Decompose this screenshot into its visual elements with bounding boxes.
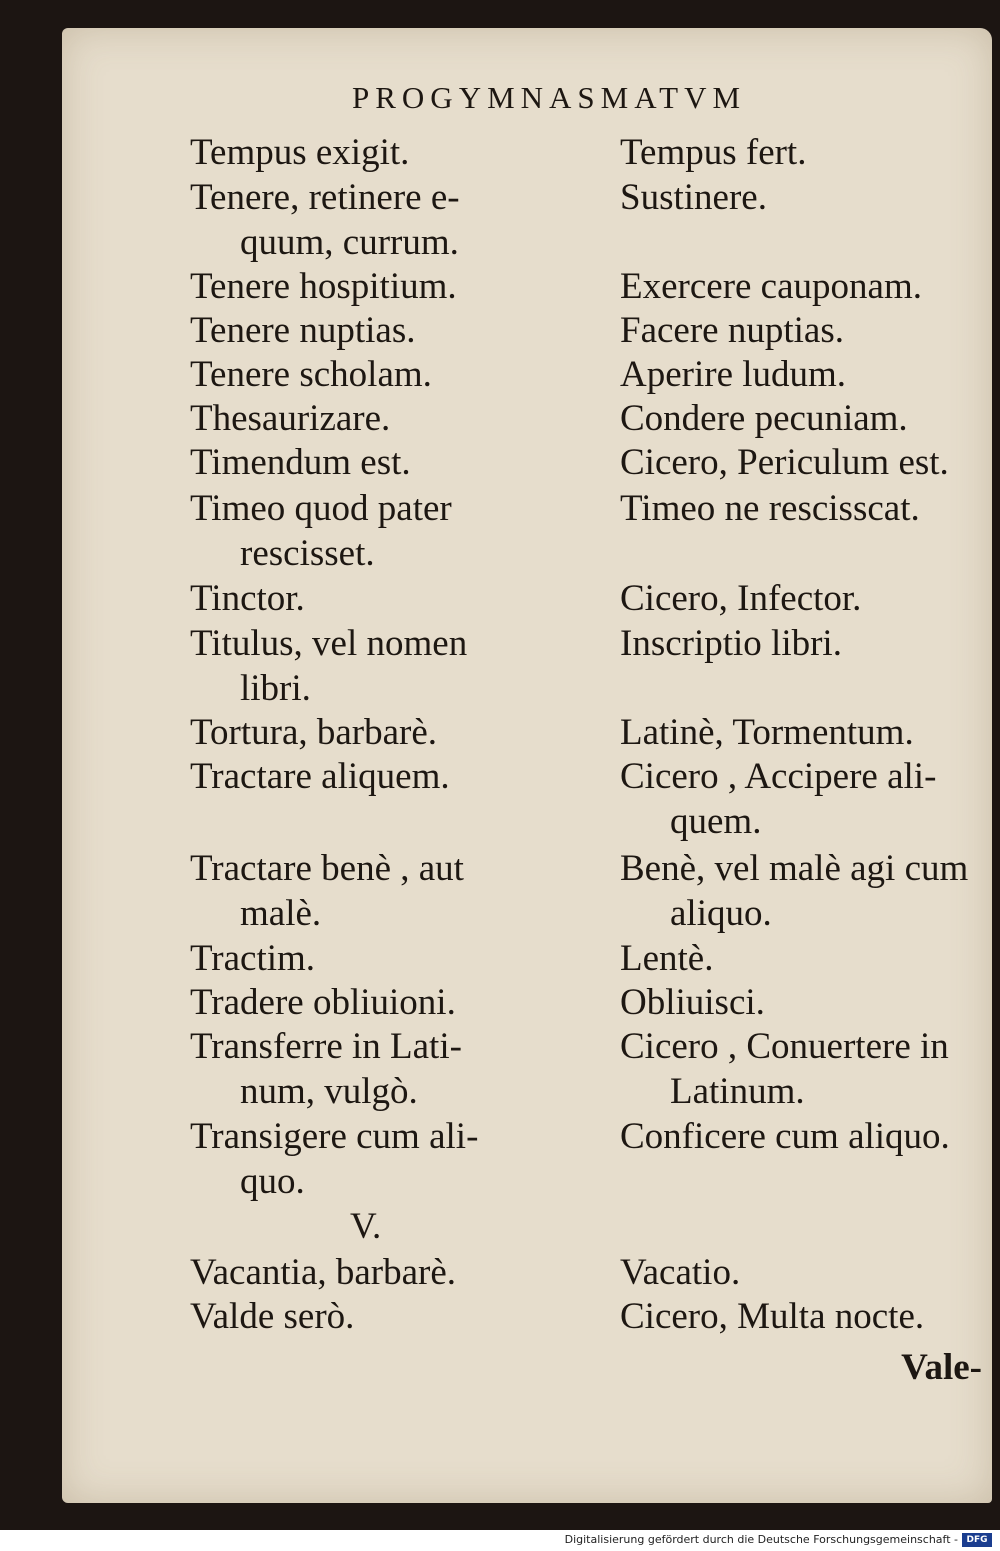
entry-latin: Facere nuptias. (620, 310, 844, 351)
entry-latin: Cicero , Accipere ali- quem. (620, 756, 937, 842)
entry-latin: Cicero, Periculum est. (620, 442, 949, 483)
entry-row (190, 710, 1000, 755)
entry-latin: Inscriptio libri. (620, 623, 842, 664)
entry-latin: Exercere cauponam. (620, 266, 922, 307)
entry-barbarism: Timeo quod pater rescisset. (190, 488, 452, 574)
dfg-logo-icon: DFG (962, 1533, 992, 1547)
entry-barbarism: Tenere, retinere e- quum, currum. (190, 177, 460, 263)
entry-latin: Cicero , Conuertere in Latinum. (620, 1026, 949, 1112)
entry-barbarism: Tractim. (190, 938, 316, 979)
entry-latin: Obliuisci. (620, 982, 765, 1023)
entry-row (190, 936, 1000, 981)
entry-barbarism: Tractare benè , aut malè. (190, 848, 464, 934)
entry-row (190, 352, 1000, 397)
entry-row (190, 396, 1000, 441)
catchword: Vale- (901, 1347, 982, 1388)
entry-row (190, 264, 1000, 309)
entry-barbarism: Tenere scholam. (190, 354, 432, 395)
entry-row (190, 754, 1000, 844)
entry-row (190, 130, 1000, 175)
entry-row (190, 175, 1000, 265)
entry-barbarism: Titulus, vel nomen libri. (190, 623, 468, 709)
entry-latin: Lentè. (620, 938, 714, 979)
entry-latin: Benè, vel malè agi cum aliquo. (620, 848, 969, 934)
entry-latin: Sustinere. (620, 177, 767, 218)
entry-barbarism: Timendum est. (190, 442, 411, 483)
entry-latin: Tempus fert. (620, 132, 807, 173)
entry-barbarism: Tradere obliuioni. (190, 982, 456, 1023)
running-head: PROGYMNASMATVM (352, 80, 747, 115)
entry-barbarism: Transigere cum ali- quo. (190, 1116, 479, 1202)
entry-barbarism: Valde serò. (190, 1296, 355, 1337)
entry-latin: Conficere cum aliquo. (620, 1116, 950, 1157)
entry-row (190, 308, 1000, 353)
entry-latin: Latinè, Tormentum. (620, 712, 914, 753)
entry-row (190, 1114, 1000, 1204)
entry-latin: Cicero, Infector. (620, 578, 862, 619)
entry-barbarism: Tenere hospitium. (190, 266, 457, 307)
entry-row (190, 1250, 1000, 1295)
entry-row (190, 1294, 1000, 1339)
entry-latin: Vacatio. (620, 1252, 741, 1293)
entry-row (190, 486, 1000, 576)
entry-barbarism: Tenere nuptias. (190, 310, 416, 351)
digitization-footer (0, 1530, 1000, 1551)
entry-row (190, 980, 1000, 1025)
entry-barbarism: Vacantia, barbarè. (190, 1252, 457, 1293)
entry-barbarism: Tempus exigit. (190, 132, 410, 173)
entry-barbarism: Transferre in Lati- num, vulgò. (190, 1026, 462, 1112)
entry-latin: Cicero, Multa nocte. (620, 1296, 925, 1337)
entry-barbarism: Tortura, barbarè. (190, 712, 438, 753)
entry-latin: Timeo ne rescisscat. (620, 488, 920, 529)
entry-row (190, 440, 1000, 485)
entry-row (190, 621, 1000, 711)
footer-credit: Digitalisierung gefördert durch die Deutsche Forschungsgemeinschaft - (564, 1533, 958, 1546)
entry-row (190, 846, 1000, 936)
book-page (62, 28, 992, 1503)
entry-barbarism: Thesaurizare. (190, 398, 391, 439)
entry-latin: Condere pecuniam. (620, 398, 908, 439)
entry-barbarism: Tractare aliquem. (190, 756, 450, 797)
entry-row (190, 576, 1000, 621)
section-letter: V. (350, 1206, 382, 1247)
entry-row (190, 1024, 1000, 1114)
entry-latin: Aperire ludum. (620, 354, 847, 395)
entry-barbarism: Tinctor. (190, 578, 305, 619)
